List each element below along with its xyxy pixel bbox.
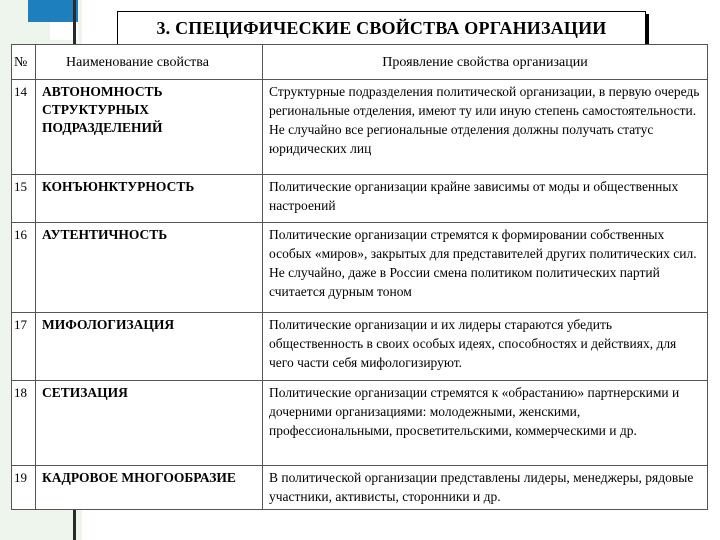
properties-table <box>11 44 708 510</box>
row-number: 16 <box>12 223 36 313</box>
page-title: 3. СПЕЦИФИЧЕСКИЕ СВОЙСТВА ОРГАНИЗАЦИИ <box>156 18 607 38</box>
row-number: 19 <box>12 466 36 510</box>
table-row <box>12 80 708 175</box>
table-header-row <box>12 45 708 80</box>
table-row <box>12 466 708 510</box>
property-name: КОНЪЮНКТУРНОСТЬ <box>36 175 263 223</box>
property-name: КАДРОВОЕ МНОГООБРАЗИЕ <box>36 466 263 510</box>
property-description: Политические организации и их лидеры стараются убедить общественность в своих особых идеях, способностях и действиях, для чего части себя мифологизируют. <box>263 313 708 381</box>
header-property-name: Наименование свойства <box>36 45 263 80</box>
title-box <box>117 11 646 46</box>
table-row <box>12 223 708 313</box>
property-name: АВТОНОМНОСТЬ СТРУКТУРНЫХ ПОДРАЗДЕЛЕНИЙ <box>36 80 263 175</box>
header-number: № <box>12 45 36 80</box>
row-number: 14 <box>12 80 36 175</box>
property-description: В политической организации представлены лидеры, менеджеры, рядовые участники, активисты, сторонники и др. <box>263 466 708 510</box>
table-row <box>12 381 708 466</box>
header-property-description: Проявление свойства организации <box>263 45 708 80</box>
row-number: 17 <box>12 313 36 381</box>
row-number: 18 <box>12 381 36 466</box>
property-name: АУТЕНТИЧНОСТЬ <box>36 223 263 313</box>
property-name: СЕТИЗАЦИЯ <box>36 381 263 466</box>
property-description: Политические организации стремятся к «обрастанию» партнерскими и дочерними организациями: молодежными, женскими, профессиональными, просветительскими, коммерческими и др. <box>263 381 708 466</box>
property-description: Политические организации крайне зависимы от моды и общественных настроений <box>263 175 708 223</box>
property-description: Структурные подразделения политической организации, в первую очередь региональные отделения, имеют ту или иную степень самостоятельности. Не случайно все региональные отделения должны получать статус юридических лиц <box>263 80 708 175</box>
decorative-blue-square <box>28 0 78 22</box>
table-row <box>12 313 708 381</box>
property-description: Политические организации стремятся к формировании собственных особых «миров», закрытых для представителей других политических сил. Не случайно, даже в России смена политиком политических партий считается дурным тоном <box>263 223 708 313</box>
property-name: МИФОЛОГИЗАЦИЯ <box>36 313 263 381</box>
row-number: 15 <box>12 175 36 223</box>
table-row <box>12 175 708 223</box>
